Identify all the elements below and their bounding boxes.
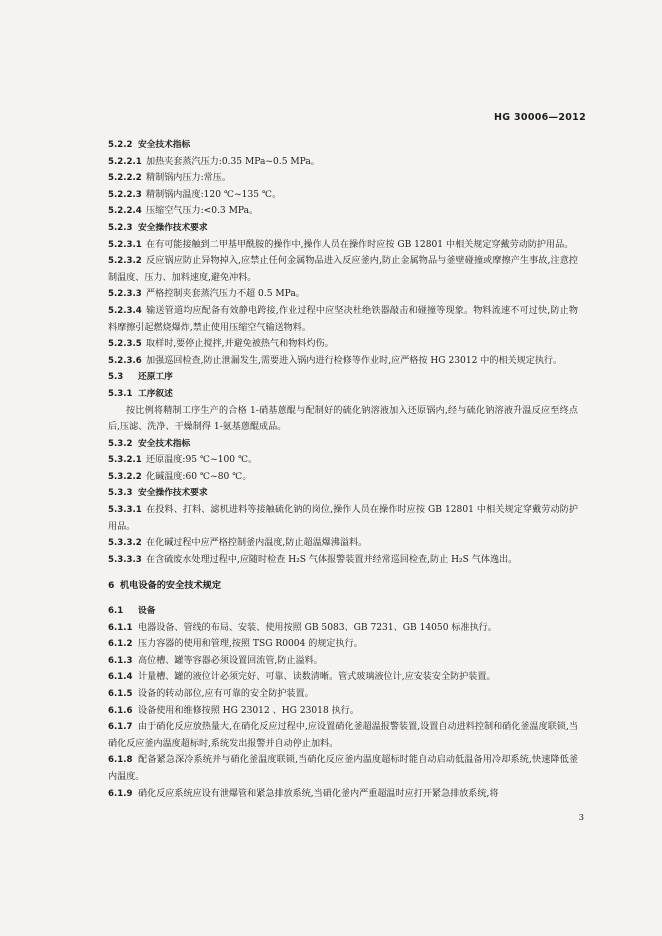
- clause-heading: 安全操作技术要求: [138, 222, 208, 233]
- clause-text: 在含硫废水处理过程中,应随时检查 H₂S 气体报警装置并经常巡回检查,防止 H₂S 气体逸出。: [146, 554, 518, 565]
- clause-number: 6.1.4: [108, 672, 133, 683]
- clause: [108, 237, 578, 254]
- clause-number: 6.1.2: [108, 639, 133, 650]
- clause-text: 加热夹套蒸汽压力:0.35 MPa~0.5 MPa。: [146, 156, 320, 167]
- clause-number: 6.1: [108, 606, 124, 617]
- clause-heading: 设备: [138, 606, 156, 617]
- clause: [108, 286, 578, 303]
- clause-text: 计量槽、罐的液位计必须完好、可靠、读数清晰。管式玻璃液位计,应安装安全防护装置。: [138, 672, 496, 683]
- clause-text: 严格控制夹套蒸汽压力不超 0.5 MPa。: [146, 289, 305, 300]
- clause-text: 加强巡回检查,防止泄漏发生,需要进入锅内进行检修等作业时,应严格按 HG 23012 中的相关规定执行。: [146, 355, 563, 366]
- clause-number: 6.1.6: [108, 705, 133, 716]
- clause-text: 在化碱过程中应严格控制釜内温度,防止超温爆沸溢料。: [146, 538, 368, 549]
- clause-number: 5.2.2: [108, 140, 133, 150]
- clause: [108, 703, 578, 720]
- clause-number: 5.3.3.1: [108, 505, 142, 516]
- clause-text: 压力容器的使用和管理,按照 TSG R0004 的规定执行。: [138, 639, 363, 650]
- clause: [108, 669, 578, 686]
- clause-text: 由于硝化反应放热量大,在硝化反应过程中,应设置硝化釜超温报警装置,设置自动进料控制和硝化釜温度联锁,当硝化反应釜内温度超标时,系统发出报警并自动停止加料。: [108, 722, 578, 749]
- clause: [108, 786, 578, 803]
- clause: [108, 386, 578, 403]
- clause-number: 5.3: [108, 372, 124, 383]
- clause: [108, 170, 578, 187]
- clause-text: 配备紧急深冷系统并与硝化釜温度联锁,当硝化反应釜内温度超标时能自动启动低温备用冷却系统,快速降低釜内温度。: [108, 755, 578, 782]
- clause: [108, 535, 578, 552]
- clause-number: 5.3.3.2: [108, 538, 142, 549]
- clause-number: 5.2.3: [108, 222, 133, 233]
- clause-heading: 安全技术指标: [138, 438, 191, 449]
- clause: [108, 203, 578, 220]
- clause-text: 还原温度:95 ℃~100 ℃。: [146, 455, 258, 466]
- chapter-title: 机电设备的安全技术规定: [120, 580, 222, 592]
- document-body: [108, 137, 578, 802]
- clause: [108, 137, 578, 154]
- clause-number: 5.2.3.4: [108, 305, 142, 316]
- section-heading: [108, 369, 578, 386]
- clause-number: 6.1.1: [108, 622, 133, 633]
- process-description: 按比例将精制工序生产的合格 1-硝基蒽醌与配制好的硫化钠溶液加入还原锅内,经与硫化钠溶液升温反应至终点后,压滤、洗净、干燥制得 1-氨基蒽醌成品。: [108, 405, 578, 433]
- clause-heading: 安全操作技术要求: [138, 488, 208, 499]
- chapter-heading: [108, 578, 578, 595]
- clause-text: 输送管道均应配备有效静电跨接,作业过程中应坚决杜绝铁器敲击和碰撞等现象。物料流速不可过快,防止物料摩擦引起燃烧爆炸,禁止使用压缩空气输送物料。: [108, 305, 578, 333]
- clause-number: 6.1.3: [108, 655, 133, 666]
- clause-heading: 安全技术指标: [138, 140, 191, 150]
- clause-text: 取样时,要停止搅拌,并避免被热气和物料灼伤。: [146, 339, 334, 350]
- clause: [108, 469, 578, 486]
- clause: [108, 253, 578, 286]
- clause: [108, 552, 578, 569]
- clause: [108, 452, 578, 469]
- clause-number: 5.3.2.1: [108, 455, 142, 466]
- clause: [108, 436, 578, 453]
- clause: [108, 485, 578, 502]
- clause-number: 5.2.2.4: [108, 206, 142, 217]
- clause-text: 压缩空气压力:<0.3 MPa。: [146, 206, 259, 217]
- clause-text: 精制锅内压力:常压。: [146, 173, 231, 184]
- clause-number: 5.2.3.3: [108, 289, 142, 300]
- chapter-number: 6: [108, 580, 115, 592]
- clause-number: 5.2.3.5: [108, 339, 142, 350]
- clause: [108, 620, 578, 637]
- clause: [108, 220, 578, 237]
- clause-number: 5.2.2.2: [108, 173, 142, 184]
- clause-text: 化碱温度:60 ℃~80 ℃。: [146, 471, 252, 482]
- clause-text: 在有可能接触到二甲基甲酰胺的操作中,操作人员在操作时应按 GB 12801 中相关规定穿戴劳动防护用品。: [146, 239, 574, 250]
- clause-text: 精制锅内温度:120 ℃~135 ℃。: [146, 189, 282, 200]
- clause: [108, 154, 578, 171]
- clause-number: 5.2.2.3: [108, 189, 142, 200]
- clause-number: 6.1.5: [108, 689, 133, 699]
- clause: [108, 502, 578, 535]
- clause-number: 5.3.3.3: [108, 554, 142, 565]
- clause: [108, 353, 578, 370]
- page-number: 3: [578, 813, 584, 823]
- clause-number: 5.2.3.2: [108, 256, 142, 267]
- clause-number: 5.3.2: [108, 438, 133, 449]
- clause: [108, 653, 578, 670]
- clause-heading: 工序叙述: [138, 388, 173, 399]
- clause-number: 6.1.9: [108, 788, 133, 799]
- clause: [108, 336, 578, 353]
- clause-number: 5.3.3: [108, 488, 133, 499]
- clause-text: 反应锅应防止异物掉入,应禁止任何金属物品进入反应釜内,防止金属物品与釜壁碰撞或摩擦产生事故,注意控制温度、压力、加料速度,避免冲料。: [108, 256, 578, 283]
- clause: [108, 636, 578, 653]
- clause-number: 5.3.2.2: [108, 471, 142, 482]
- clause-number: 5.2.3.6: [108, 355, 142, 366]
- clause-text: 电器设备、管线的布局、安装、使用按照 GB 5083、GB 7231、GB 14050 标准执行。: [138, 622, 497, 633]
- clause-text: 高位槽、罐等容器必须设置回流管,防止溢料。: [138, 655, 323, 666]
- clause-text: 硝化反应系统应设有泄爆管和紧急排放系统,当硝化釜内严重超温时应打开紧急排放系统,将: [138, 788, 499, 799]
- clause-number: 5.3.1: [108, 388, 133, 399]
- clause-heading: 还原工序: [138, 372, 173, 383]
- clause: [108, 752, 578, 785]
- document-code: HG 30006—2012: [494, 112, 586, 123]
- clause-text: 设备的转动部位,应有可靠的安全防护装置。: [138, 689, 314, 699]
- clause-number: 6.1.8: [108, 755, 133, 766]
- clause: [108, 303, 578, 336]
- clause-text: 设备使用和维修按照 HG 23012 、HG 23018 执行。: [138, 705, 359, 716]
- clause-text: 在投料、打料、滤机进料等接触硫化钠的岗位,操作人员在操作时应按 GB 12801 中相关规定穿戴劳动防护用品。: [108, 505, 578, 532]
- clause: [108, 719, 578, 752]
- clause: [108, 187, 578, 204]
- clause: [108, 686, 578, 703]
- clause-number: 6.1.7: [108, 722, 133, 733]
- clause-number: 5.2.3.1: [108, 239, 142, 250]
- clause-number: 5.2.2.1: [108, 156, 142, 167]
- section-heading: [108, 603, 578, 620]
